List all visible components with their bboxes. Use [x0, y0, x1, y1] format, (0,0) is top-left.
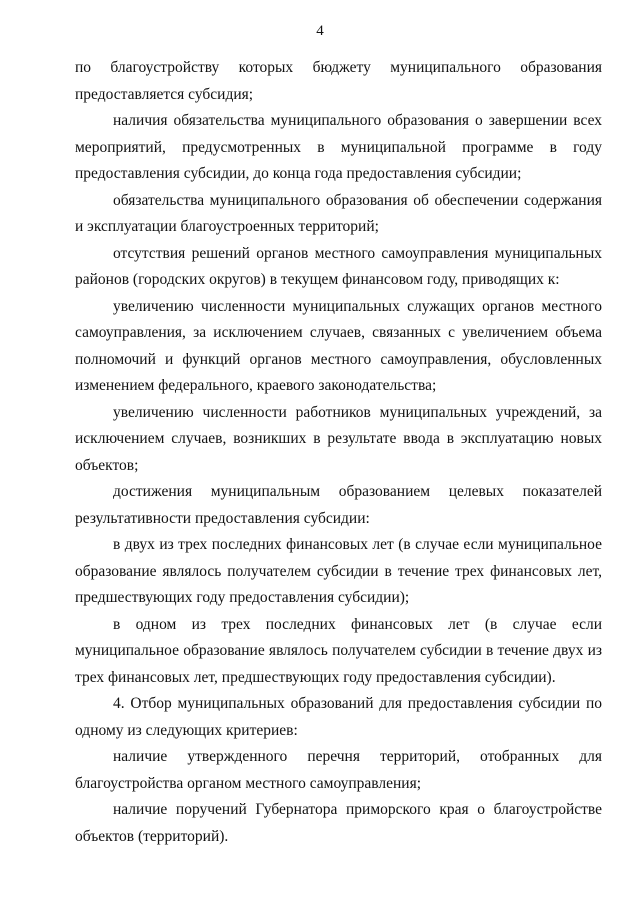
paragraph: обязательства муниципального образования об обеспечении содержания и эксплуатации благоустроенных территорий; — [75, 191, 602, 235]
page-number: 4 — [316, 23, 324, 39]
paragraph: наличие утвержденного перечня территорий, отобранных для благоустройства органом местного самоуправления; — [75, 748, 602, 792]
paragraph: в двух из трех последних финансовых лет (в случае если муниципальное образование являлось получателем субсидии в течение трех финансовых лет, предшествующих году предоставления субсидии); — [75, 536, 602, 606]
section-4-paragraph: 4. Отбор муниципальных образований для предоставления субсидии по одному из следующих критериев: — [75, 695, 602, 739]
paragraph: в одном из трех последних финансовых лет (в случае если муниципальное образование являлось получателем субсидии в течение двух из трех финансовых лет, предшествующих году предоставления субсидии). — [75, 615, 602, 686]
paragraph: увеличению численности муниципальных служащих органов местного самоуправления, за исключением случаев, связанных с увеличением объема полномочий и функций органов местного самоуправления, обусловленных изменением федерального, краевого законодательства; — [75, 297, 602, 394]
paragraph: наличия обязательства муниципального образования о завершении всех мероприятий, предусмотренных в муниципальной программе в году предоставления субсидии, до конца года предоставления субсидии; — [75, 112, 602, 182]
paragraph: достижения муниципальным образованием целевых показателей результативности предоставления субсидии: — [75, 483, 602, 527]
paragraph: отсутствия решений органов местного самоуправления муниципальных районов (городских округов) в текущем финансовом году, приводящих к: — [75, 244, 602, 288]
paragraph: увеличению численности работников муниципальных учреждений, за исключением случаев, возникших в результате ввода в эксплуатацию новых объектов; — [75, 403, 602, 474]
paragraph: по благоустройству которых бюджету муниципального образования предоставляется субсидия; — [75, 59, 602, 103]
document-body — [75, 55, 602, 850]
paragraph: наличие поручений Губернатора приморского края о благоустройстве объектов (территорий). — [75, 801, 602, 845]
